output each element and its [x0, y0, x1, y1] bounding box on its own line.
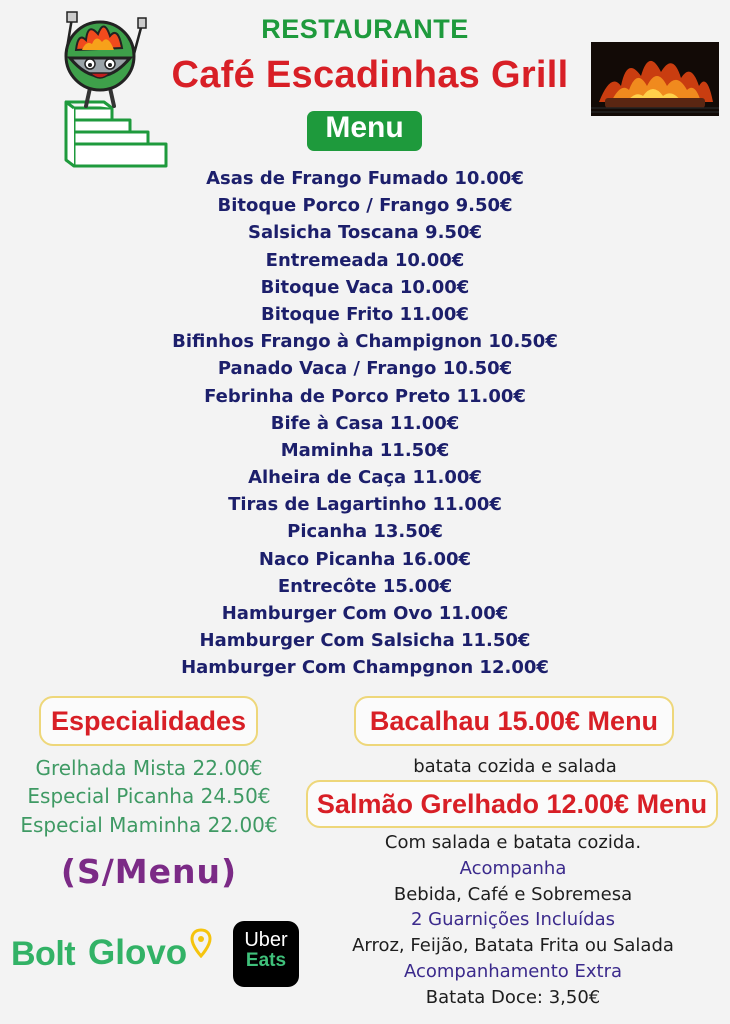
glovo-pin-icon: [190, 928, 212, 958]
list-item: Alheira de Caça 11.00€: [248, 467, 482, 489]
restaurant-label: RESTAURANTE: [261, 14, 469, 44]
list-item: Hamburger Com Ovo 11.00€: [221, 603, 509, 624]
list-item: Bebida, Café e Sobremesa: [393, 883, 633, 905]
list-item: Febrinha de Porco Preto 11.00€: [204, 385, 526, 407]
list-item: Panado Vaca / Frango 10.50€: [217, 358, 513, 380]
list-item: Picanha 13.50€: [287, 521, 443, 543]
salmon-details: [296, 832, 730, 1013]
no-menu-note: (S/Menu): [60, 852, 238, 891]
uber-eats-top-text: Uber: [244, 929, 288, 951]
restaurant-name: Café Escadinhas Grill: [171, 54, 569, 96]
list-item: Salsicha Toscana 9.50€: [247, 222, 482, 244]
list-item: Tiras de Lagartinho 11.00€: [228, 494, 502, 516]
list-item: Hamburger Com Salsicha 11.50€: [199, 630, 531, 652]
list-item: Entremeada 10.00€: [265, 249, 465, 271]
cod-title: Bacalhau 15.00€ Menu: [354, 696, 674, 746]
fire-grill-photo: [591, 42, 719, 116]
menu-list: [0, 168, 730, 685]
list-item: Acompanha: [459, 857, 567, 879]
list-item: 2 Guarnições Incluídas: [411, 909, 615, 931]
uber-eats-logo: [233, 921, 299, 987]
list-item: Especial Maminha 22.00€: [20, 812, 278, 837]
menu-badge: Menu: [307, 111, 422, 151]
list-item: Grelhada Mista 22.00€: [35, 756, 263, 780]
list-item: Hamburger Com Champgnon 12.00€: [181, 657, 549, 679]
list-item: Bife à Casa 11.00€: [270, 412, 460, 434]
cod-description: batata cozida e salada: [413, 756, 617, 777]
list-item: Arroz, Feijão, Batata Frita ou Salada: [352, 935, 674, 957]
specialties-title: Especialidades: [39, 696, 258, 746]
list-item: Com salada e batata cozida.: [384, 832, 642, 853]
list-item: Bitoque Frito 11.00€: [261, 303, 469, 325]
list-item: Especial Picanha 24.50€: [27, 784, 271, 809]
list-item: Batata Doce: 3,50€: [425, 986, 601, 1008]
list-item: Bifinhos Frango à Champignon 10.50€: [172, 331, 558, 353]
bolt-logo: Bolt: [11, 935, 76, 973]
list-item: Naco Picanha 16.00€: [258, 548, 472, 570]
glovo-logo: Glovo: [88, 933, 188, 972]
salmon-title: Salmão Grelhado 12.00€ Menu: [306, 780, 718, 828]
list-item: Bitoque Porco / Frango 9.50€: [217, 195, 513, 217]
specialties-list: [0, 756, 298, 841]
list-item: Entrecôte 15.00€: [277, 575, 453, 597]
list-item: Bitoque Vaca 10.00€: [260, 276, 470, 298]
uber-eats-bottom-text: Eats: [245, 950, 287, 971]
list-item: Acompanhamento Extra: [403, 960, 623, 982]
list-item: Asas de Frango Fumado 10.00€: [206, 168, 524, 189]
list-item: Maminha 11.50€: [280, 439, 450, 461]
